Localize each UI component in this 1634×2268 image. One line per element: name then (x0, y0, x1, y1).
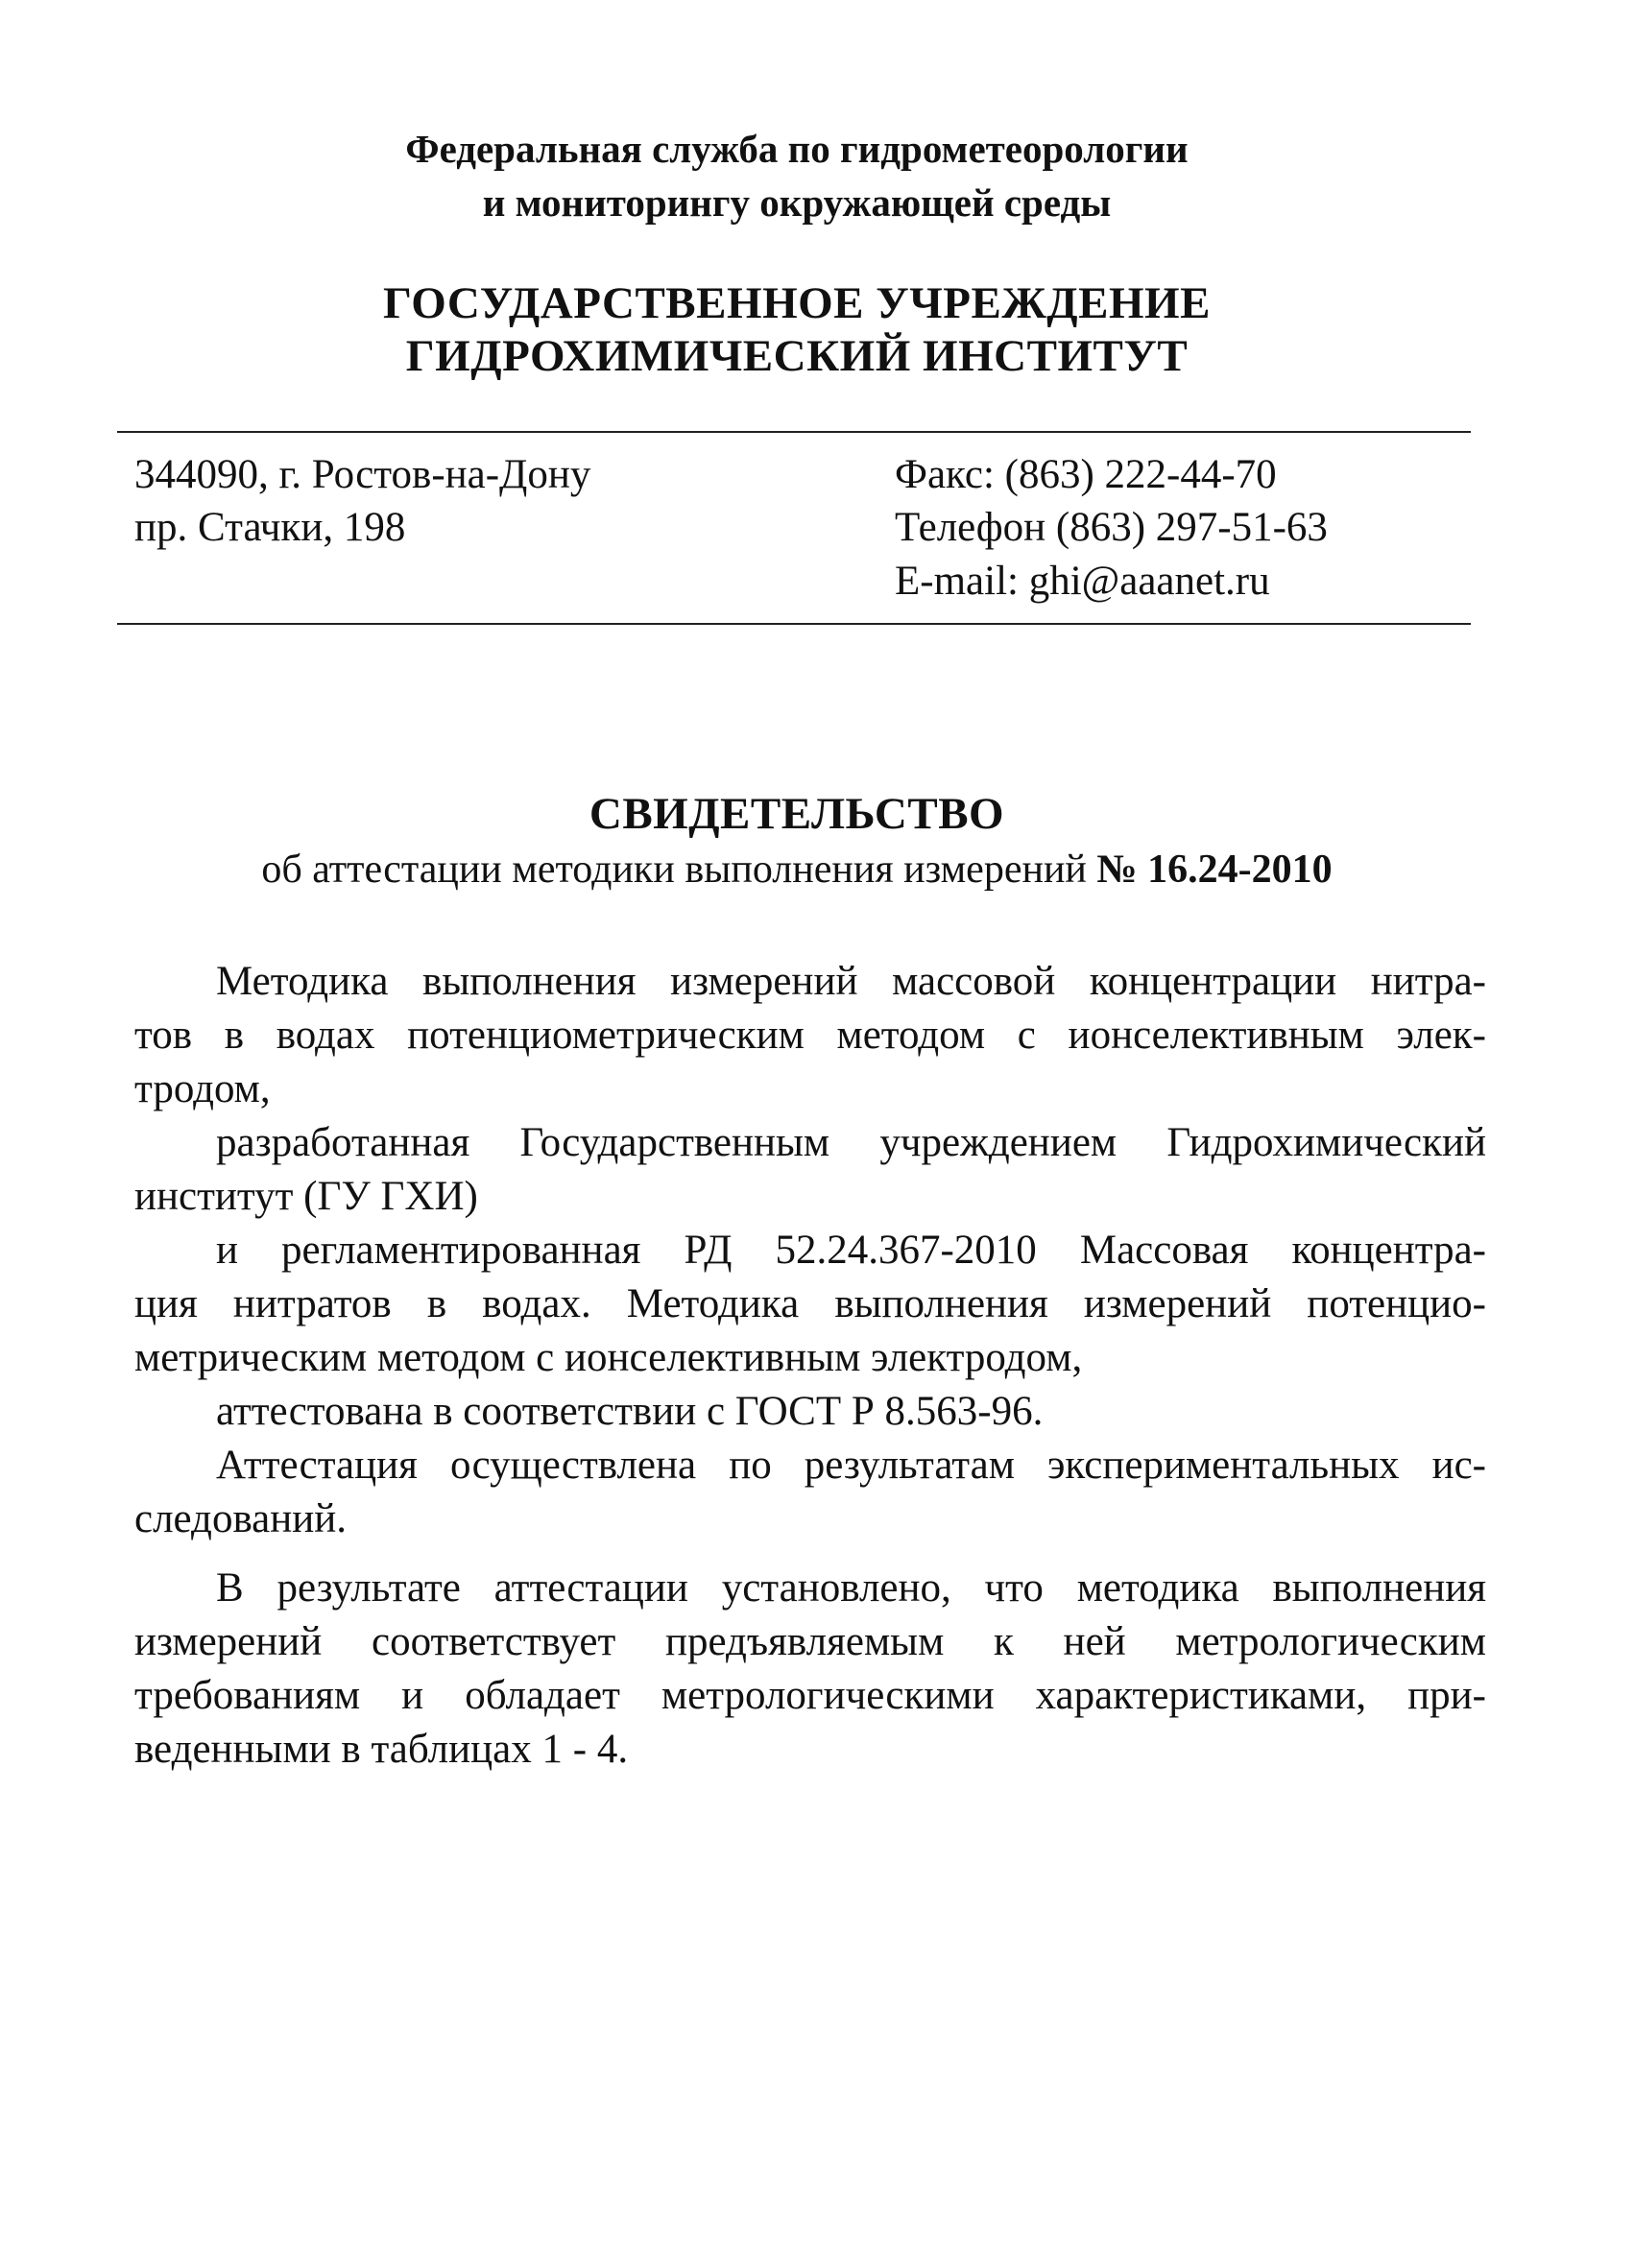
address-line2: пр. Стачки, 198 (134, 505, 406, 550)
institution-name-line2: ГИДРОХИМИЧЕСКИЙ ИНСТИТУТ (405, 331, 1189, 381)
agency-name-line1: Федеральная служба по гидрометеорологии (405, 127, 1189, 171)
body-line: веденными в таблицах 1 - 4. (134, 1727, 629, 1772)
address-line1: 344090, г. Ростов-на-Дону (134, 452, 591, 497)
phone-number: Телефон (863) 297-51-63 (895, 505, 1328, 550)
header-divider-bottom (117, 623, 1471, 625)
certificate-subtitle (115, 842, 1478, 897)
body-line: следований. (134, 1496, 348, 1541)
body-line: требованиям и обладает метрологическими характеристиками, при- (134, 1673, 1486, 1718)
body-line: В результате аттестации установлено, что методика выполнения (216, 1565, 1486, 1611)
email-address: E-mail: ghi@aaanet.ru (895, 559, 1270, 604)
fax-number: Факс: (863) 222-44-70 (895, 452, 1277, 497)
body-line: измерений соответствует предъявляемым к ней метрологическим (134, 1619, 1486, 1664)
body-line: и регламентированная РД 52.24.367-2010 Массовая концентра- (216, 1228, 1486, 1273)
body-line: ция нитратов в водах. Методика выполнения измерений потенцио- (134, 1281, 1486, 1326)
institution-name-line1: ГОСУДАРСТВЕННОЕ УЧРЕЖДЕНИЕ (383, 278, 1211, 328)
header-divider-top (117, 431, 1471, 433)
body-line: институт (ГУ ГХИ) (134, 1174, 478, 1219)
body-line: метрическим методом с ионселективным электродом, (134, 1335, 1083, 1380)
body-line: Аттестация осуществлена по результатам экспериментальных ис- (216, 1443, 1486, 1488)
body-line: разработанная Государственным учреждением Гидрохимический (216, 1120, 1486, 1165)
body-line: Методика выполнения измерений массовой концентрации нитра- (216, 959, 1486, 1004)
body-line: тов в водах потенциометрическим методом с ионселективным элек- (134, 1013, 1486, 1058)
agency-name-line2: и мониторингу окружающей среды (482, 180, 1112, 225)
certificate-number: № 16.24-2010 (1096, 848, 1333, 892)
body-line: аттестована в соответствии с ГОСТ Р 8.563-96. (216, 1389, 1044, 1434)
certificate-title: СВИДЕТЕЛЬСТВО (589, 789, 1005, 839)
body-line: тродом, (134, 1066, 271, 1111)
certificate-subtitle-text: об аттестации методики выполнения измерений (261, 848, 1097, 892)
